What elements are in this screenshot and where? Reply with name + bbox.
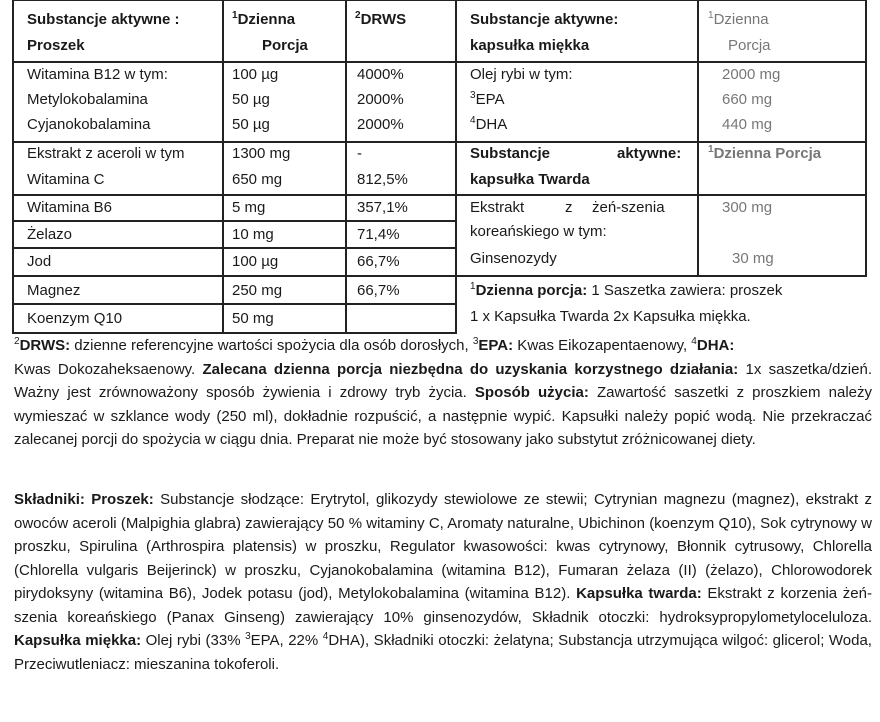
row-dose: 5 mg xyxy=(232,199,266,216)
daily-portion-footnote-line2: 1 x Kapsułka Twarda 2x Kapsułka miękka. xyxy=(470,308,751,325)
hard-header-active: aktywne: xyxy=(617,145,682,162)
hard-capsule-text: Ekstrakt z korzenia żeń-szenia koreańskiego (Panax Ginseng) zawierający 10% ginsenozydów, Składnik otoczki: hydroksypropylometyloceluloza. xyxy=(14,585,872,626)
soft-capsule-text: EPA, 22% xyxy=(250,632,323,649)
hard-header-daily-portion: $^1$Dzienna Porcja xyxy=(708,144,822,162)
hard-header-capsule: kapsułka Twarda xyxy=(470,171,590,188)
row-drws: 66,7% xyxy=(357,282,400,299)
table-border xyxy=(865,0,867,277)
table-border xyxy=(455,141,867,143)
ingredients-label: Składniki: xyxy=(14,491,85,508)
row-dose: 100 µg xyxy=(232,253,279,270)
row-name: Magnez xyxy=(27,282,81,299)
hard-capsule-label: Kapsułka twarda: xyxy=(576,585,702,602)
table-border xyxy=(12,275,456,277)
footnote-marker: 3 xyxy=(245,631,251,642)
header-powder: Proszek xyxy=(27,37,85,54)
soft-capsule-text: Olej rybi (33% xyxy=(141,632,246,649)
soft-header-portion: Porcja xyxy=(728,37,771,54)
table-border xyxy=(12,141,456,143)
row-drws: 66,7% xyxy=(357,253,400,270)
row-name: Jod xyxy=(27,253,52,270)
row-name: Ekstrakt z aceroli w tym xyxy=(27,145,185,162)
table-border xyxy=(12,0,14,334)
hard-row-name: koreańskiego w tym: xyxy=(470,223,607,240)
header-portion: Porcja xyxy=(262,37,308,54)
row-name: Witamina B12 w tym: xyxy=(27,66,168,83)
soft-row-dose: 440 mg xyxy=(722,116,773,133)
row-dose: 50 mg xyxy=(232,310,274,327)
dha-note: $^4$DHA: xyxy=(691,336,735,354)
row-dose: 1300 mg xyxy=(232,145,291,162)
hard-row-dose: 300 mg xyxy=(722,199,773,216)
table-border xyxy=(455,275,867,277)
row-name: Żelazo xyxy=(27,226,73,243)
soft-row-dose: 660 mg xyxy=(722,91,773,108)
hard-row-name: żeń-szenia xyxy=(592,199,665,216)
table-border xyxy=(455,0,867,1)
row-drws: 71,4% xyxy=(357,226,400,243)
row-name: Metylokobalamina xyxy=(27,91,148,108)
row-dose: 50 µg xyxy=(232,116,270,133)
row-dose: 10 mg xyxy=(232,226,274,243)
header-daily-dose: $^1$Dzienna xyxy=(232,10,296,28)
row-drws: 357,1% xyxy=(357,199,408,216)
row-dose: 100 µg xyxy=(232,66,279,83)
powder-text: Substancje słodzące: Erytrytol, glikozydy stewiolowe ze stewii; Cytrynian magnezu (magnez), ekstrakt z owoców aceroli (Malpighia glabra) zawierający 50 % witaminy C, Aromaty naturalne, Ubichinon (koenzym Q10), Sok cytrynowy w proszku, Spirulina (Arthrospira platensis) w proszku, Regulator kwasowości: kwas cytrynowy, Błonnik cytrusowy, Chlorella (Chlorella vulgaris Beijerinck) w proszku, Cyjanokobalamina (witamina B12), Fumaran żelaza (II) (żelazo), Chlorowodorek pirydoksyny (witamina B6), Jodek potasu (jod), Metylokobalamina (witamina B12). xyxy=(14,491,872,602)
recommended-label: Zalecana dzienna porcja niezbędna do uzyskania korzystnego działania: xyxy=(202,360,739,378)
table-border xyxy=(12,303,456,305)
table-border xyxy=(12,0,456,1)
soft-capsule-label: Kapsułka miękka: xyxy=(14,632,142,649)
table-border xyxy=(455,194,867,196)
ingredients-paragraph xyxy=(14,488,872,676)
row-drws: 812,5% xyxy=(357,171,408,188)
hard-row-name: Ekstrakt xyxy=(470,199,525,216)
header-substances: Substancje aktywne : xyxy=(27,11,180,28)
drws-note: $^2$DRWS: dzienne referencyjne wartości spożycia dla osób dorosłych, xyxy=(14,336,473,354)
hard-header-substances: Substancje xyxy=(470,145,551,162)
soft-row-dose: 2000 mg xyxy=(722,66,781,83)
soft-header-daily: $^1$Dzienna xyxy=(708,10,769,28)
footnote-marker: 4 xyxy=(322,631,329,642)
header-drws: $^2$DRWS xyxy=(355,10,407,28)
soft-header-capsule: kapsułka miękka xyxy=(470,37,590,54)
row-name: Witamina B6 xyxy=(27,199,113,216)
soft-header-substances: Substancje aktywne: xyxy=(470,11,619,28)
daily-portion-footnote: $^1$Dzienna porcja: 1 Saszetka zawiera: proszek xyxy=(470,281,783,299)
row-drws: - xyxy=(357,145,362,162)
hard-row-name: Ginsenozydy xyxy=(470,250,557,267)
dha-text: Kwas Dokozaheksaenowy. xyxy=(14,360,196,378)
row-dose: 250 mg xyxy=(232,282,283,299)
table-border xyxy=(697,0,699,277)
soft-capsule-text: DHA), Składniki otoczki: żelatyna; Substancja utrzymująca wilgoć: glicerol; Woda, Przeciwutleniacz: mieszanina tokoferoli. xyxy=(14,632,872,673)
row-drws: 2000% xyxy=(357,91,404,108)
recommended-text: 1x saszetka/dzień. Ważny jest zrównoważony sposób żywienia i zdrowy tryb życia. xyxy=(14,360,872,401)
row-dose: 650 mg xyxy=(232,171,283,188)
epa-note: $^3$EPA: Kwas Eikozapentaenowy, xyxy=(472,336,692,354)
table-border xyxy=(12,61,456,63)
row-name: Witamina C xyxy=(27,171,105,188)
row-name: Cyjanokobalamina xyxy=(27,116,151,133)
usage-label: Sposób użycia: xyxy=(474,384,589,401)
table-border xyxy=(12,220,456,222)
soft-row-name: Olej rybi w tym: xyxy=(470,66,573,83)
row-dose: 50 µg xyxy=(232,91,270,108)
usage-text: Zawartość saszetki z proszkiem należy wymieszać w szklance wody (250 ml), dokładnie rozpuścić, a następnie wypić. Kapsułki należy popić wodą. Nie przekraczać zalecanej porcji do spożycia w ciągu dnia. Preparat nie może być stosowany jako substytut zróżnicowanej diety. xyxy=(14,384,872,448)
row-name: Koenzym Q10 xyxy=(27,310,123,327)
table-border xyxy=(12,194,456,196)
soft-row-name: $^3$EPA xyxy=(470,90,505,108)
row-drws: 4000% xyxy=(357,66,404,83)
hard-row-dose: 30 mg xyxy=(732,250,774,267)
table-border xyxy=(12,247,456,249)
soft-row-name: $^4$DHA xyxy=(470,115,508,133)
table-border xyxy=(345,0,347,334)
hard-row-name: z xyxy=(565,199,573,216)
table-border xyxy=(455,61,867,63)
powder-label: Proszek: xyxy=(91,491,154,508)
notes-paragraph xyxy=(14,334,872,452)
table-border xyxy=(455,0,457,334)
row-drws: 2000% xyxy=(357,116,404,133)
table-border xyxy=(222,0,224,334)
